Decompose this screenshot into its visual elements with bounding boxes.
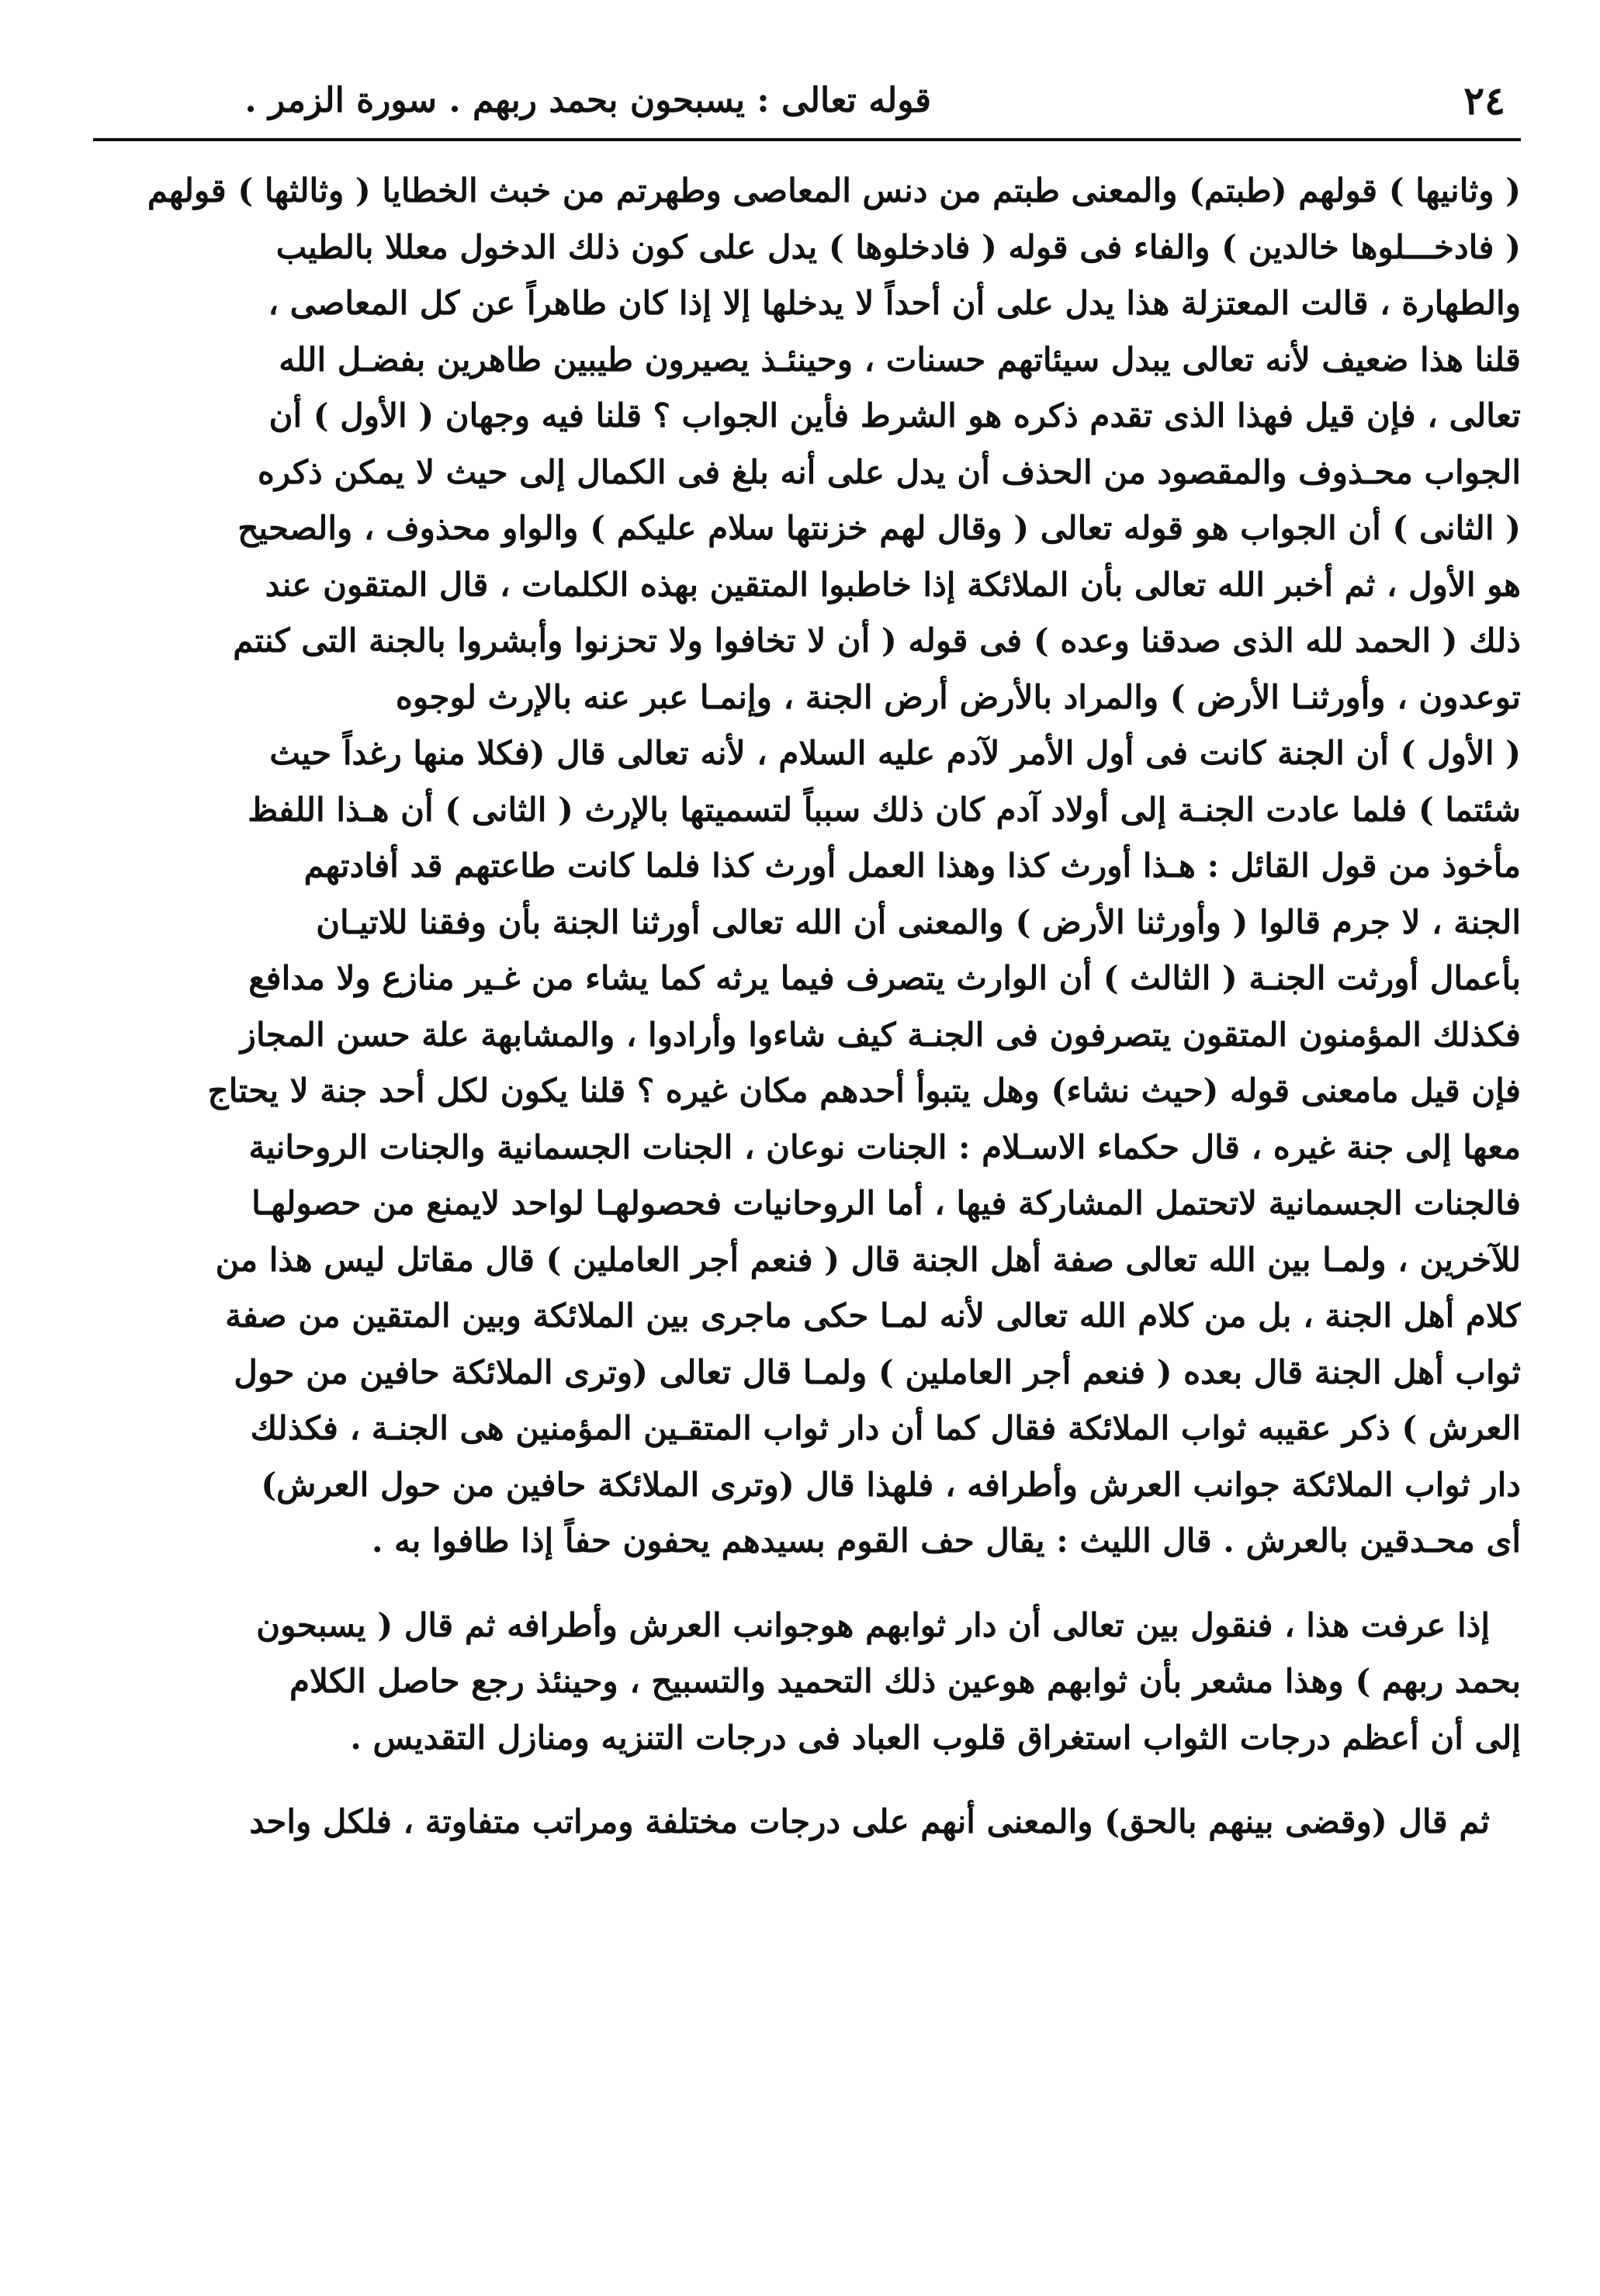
text-line: والطهارة ، قالت المعتزلة هذا يدل على أن أحداً لا يدخلها إلا إذا كان طاهراً عن كل المعاصى ، — [268, 284, 1521, 322]
text-line: فإن قيل مامعنى قوله (حيث نشاء) وهل يتبوأ أحدهم مكان غيره ؟ قلنا يكون لكل أحد جنة لا يحتاج — [207, 1072, 1521, 1110]
text-line: ثم قال (وقضى بينهم بالحق) والمعنى أنهم على درجات مختلفة ومراتب متفاوتة ، فلكل واحد — [249, 1803, 1490, 1841]
text-line: كلام أهل الجنة ، بل من كلام الله تعالى لأنه لمـا حكى ماجرى بين الملائكة وبين المتقين من صفة — [225, 1297, 1521, 1335]
text-line: أى محـدقين بالعرش . قال الليث : يقال حف القوم بسيدهم يحفون حفاً إذا طافوا به . — [371, 1522, 1521, 1560]
text-line: ( الأول ) أن الجنة كانت فى أول الأمر لآدم عليه السلام ، لأنه تعالى قال (فكلا منها رغداً حيث — [269, 734, 1521, 772]
paragraph-gap — [107, 1570, 1521, 1598]
paragraph-gap — [107, 1766, 1521, 1794]
text-line: ذلك ( الحمد لله الذى صدقنا وعده ) فى قوله ( أن لا تخافوا ولا تحزنوا وأبشروا بالجنة التى كنتم — [233, 622, 1521, 660]
text-line: ثواب أهل الجنة قال بعده ( فنعم أجر العاملين ) ولمـا قال تعالى (وترى الملائكة حافين من حول — [234, 1352, 1521, 1391]
text-line: قلنا هذا ضعيف لأنه تعالى يبدل سيئاتهم حسنات ، وحينئـذ يصيرون طيبين طاهرين بفضـل الله — [279, 340, 1521, 379]
page-header — [101, 66, 1521, 136]
text-line: شئتما ) فلما عادت الجنـة إلى أولاد آدم كان ذلك سبباً لتسميتها بالإرث ( الثانى ) أن هـذا اللفظ — [248, 790, 1521, 829]
paragraph-3 — [107, 1794, 1521, 1851]
paragraph-1 — [107, 163, 1521, 1570]
text-line: فكذلك المؤمنون المتقون يتصرفون فى الجنـة كيف شاءوا وأرادوا ، والمشابهة علة حسن المجاز — [240, 1015, 1521, 1054]
text-line: بأعمال أورثت الجنـة ( الثالث ) أن الوارث يتصرف فيما يرثه كما يشاء من غـير منازع ولا مدافع — [248, 959, 1521, 997]
text-line: الجواب محـذوف والمقصود من الحذف أن يدل على أنه بلغ فى الكمال إلى حيث لا يمكن ذكره — [257, 452, 1521, 491]
text-line: دار ثواب الملائكة جوانب العرش وأطرافه ، فلهذا قال (وترى الملائكة حافين من حول العرش) — [261, 1465, 1521, 1504]
body-text — [107, 163, 1521, 1851]
text-line: إلى أن أعظم درجات الثواب استغراق قلوب العباد فى درجات التنزيه ومنازل التقديس . — [350, 1718, 1521, 1757]
text-line: بحمد ربهم ) وهذا مشعر بأن ثوابهم هوعين ذلك التحميد والتسبيح ، وحينئذ رجع حاصل الكلام — [289, 1662, 1521, 1700]
text-line: ( وثانيها ) قولهم (طبتم) والمعنى طبتم من دنس المعاصى وطهرتم من خبث الخطايا ( وثالثها ) قولهم — [147, 171, 1521, 210]
text-line: هو الأول ، ثم أخبر الله تعالى بأن الملائكة إذا خاطبوا المتقين بهذه الكلمات ، قال المتقون عند — [265, 565, 1521, 604]
page-number: ٢٤ — [1463, 78, 1505, 123]
text-line: فالجنات الجسمانية لاتحتمل المشاركة فيها ، أما الروحانيات فحصولهـا لواحد لايمنع من حصولهـا — [251, 1184, 1521, 1222]
header-rule — [93, 138, 1521, 141]
text-line: للآخرين ، ولمـا بين الله تعالى صفة أهل الجنة قال ( فنعم أجر العاملين ) قال مقاتل ليس هذا من — [215, 1240, 1521, 1279]
text-line: ( فادخـــلوها خالدين ) والفاء فى قوله ( فادخلوها ) يدل على كون ذلك الدخول معللا بالطيب — [275, 227, 1521, 266]
text-line: توعدون ، وأورثنـا الأرض ) والمراد بالأرض أرض الجنة ، وإنمـا عبر عنه بالإرث لوجوه — [395, 677, 1521, 716]
text-line: الجنة ، لا جرم قالوا ( وأورثنا الأرض ) والمعنى أن الله تعالى أورثنا الجنة بأن وفقنا للاتيـان — [316, 902, 1521, 941]
running-title: قوله تعالى : يسبحون بحمد ربهم . سورة الزمر . — [244, 81, 931, 120]
paragraph-2 — [107, 1598, 1521, 1767]
text-line: تعالى ، فإن قيل فهذا الذى تقدم ذكره هو الشرط فأين الجواب ؟ قلنا فيه وجهان ( الأول ) أن — [268, 397, 1521, 435]
text-line: إذا عرفت هذا ، فنقول بين تعالى أن دار ثوابهم هوجوانب العرش وأطرافه ثم قال ( يسبحون — [256, 1605, 1490, 1644]
text-line: معها إلى جنة غيره ، قال حكماء الاسـلام : الجنات نوعان ، الجنات الجسمانية والجنات الروحانية — [248, 1127, 1521, 1166]
text-line: العرش ) ذكر عقيبه ثواب الملائكة فقال كما أن دار ثواب المتقـين المؤمنين هى الجنـة ، فكذلك — [250, 1409, 1521, 1447]
text-line: مأخوذ من قول القائل : هـذا أورث كذا وهذا العمل أورث كذا فلما كانت طاعتهم قد أفادتهم — [303, 847, 1521, 885]
text-line: ( الثانى ) أن الجواب هو قوله تعالى ( وقال لهم خزنتها سلام عليكم ) والواو محذوف ، والصحيح — [237, 509, 1521, 547]
